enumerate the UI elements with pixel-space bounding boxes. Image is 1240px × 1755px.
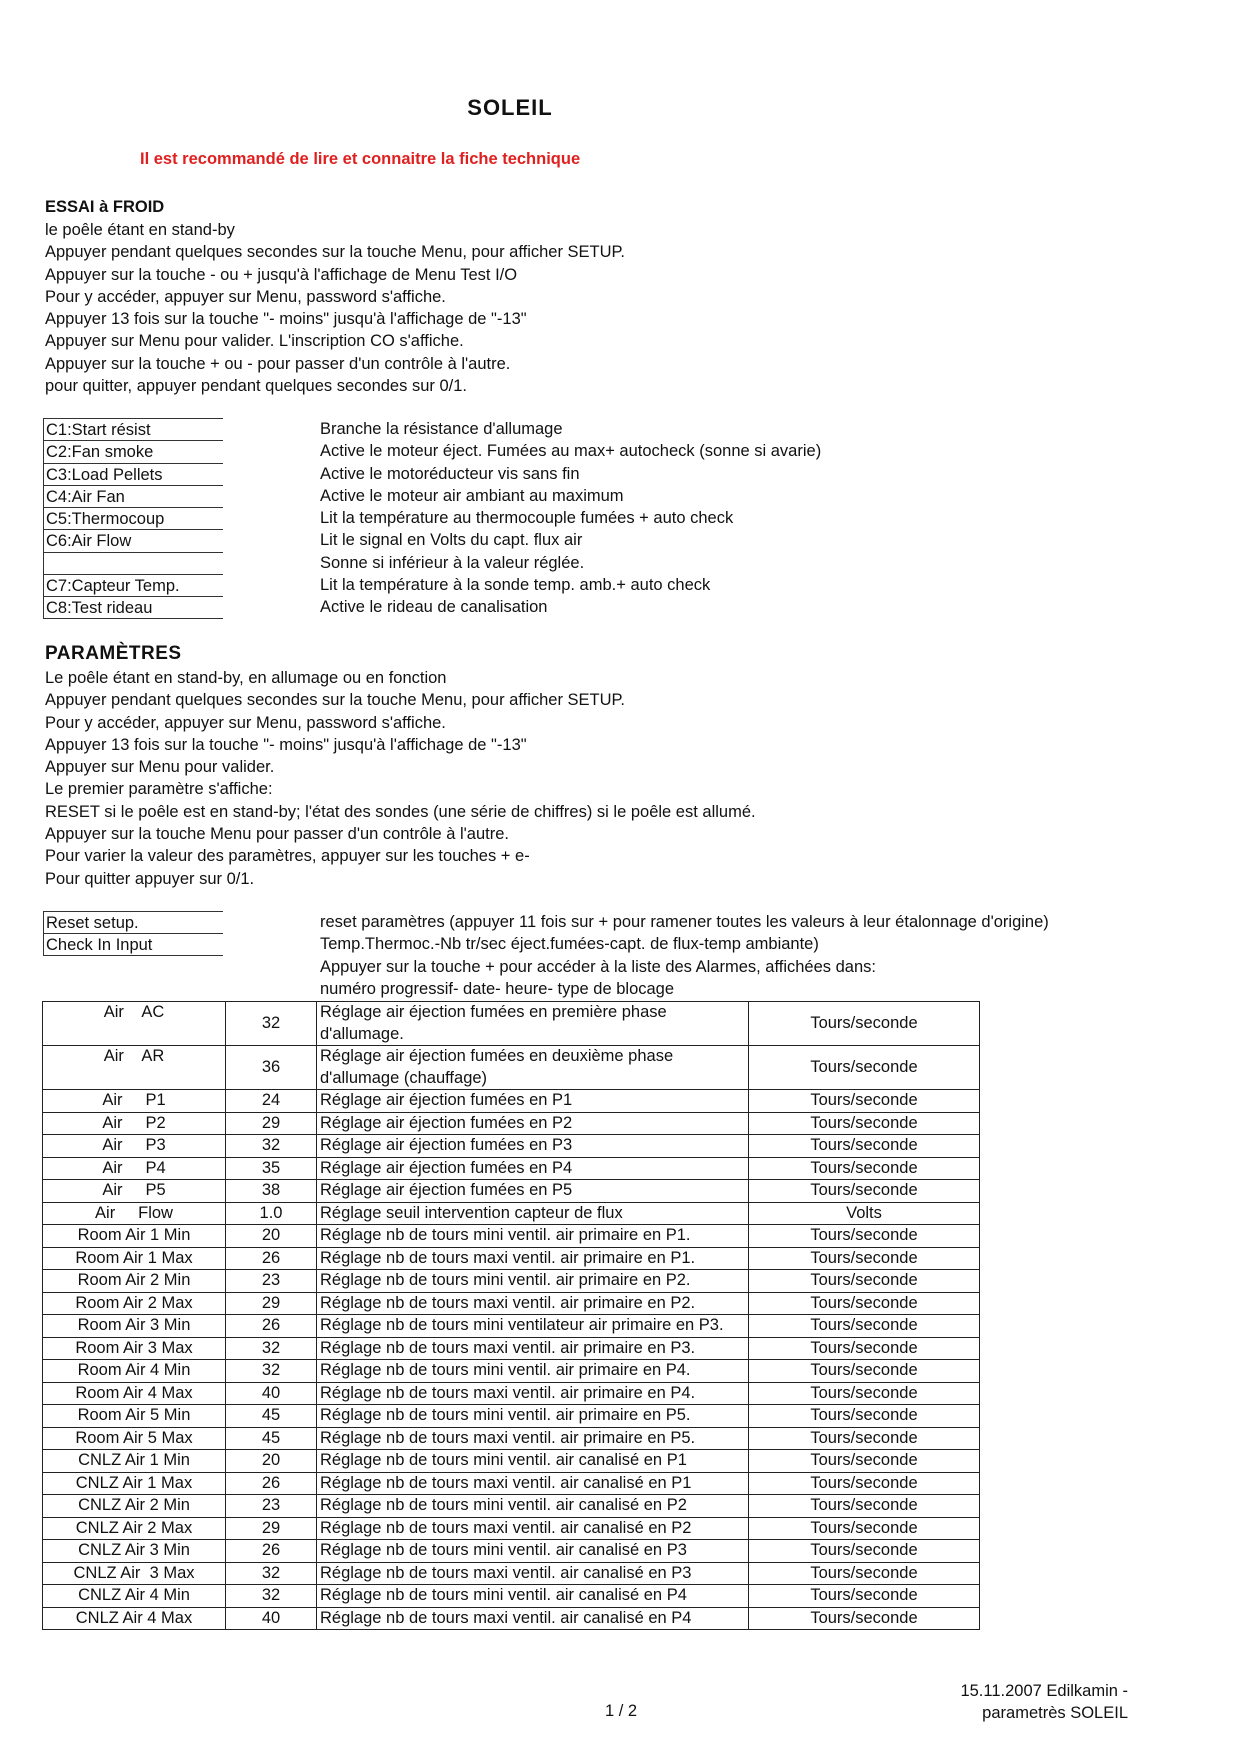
param-desc: Réglage air éjection fumées en deuxième phase d'allumage (chauffage) bbox=[317, 1046, 749, 1090]
param-unit: Tours/seconde bbox=[749, 1337, 980, 1360]
param-row bbox=[43, 1472, 980, 1495]
param-value: 32 bbox=[226, 1360, 317, 1383]
param-row bbox=[43, 1517, 980, 1540]
param-row bbox=[43, 1112, 980, 1135]
control-code: C3:Load Pellets bbox=[43, 463, 223, 485]
instruction-line: Le premier paramètre s'affiche: bbox=[45, 780, 273, 799]
param-unit: Tours/seconde bbox=[749, 1135, 980, 1158]
param-name: Room Air 3 Min bbox=[43, 1315, 226, 1338]
control-code: C7:Capteur Temp. bbox=[43, 574, 223, 596]
param-row bbox=[43, 1562, 980, 1585]
parameters-table-body bbox=[43, 1002, 980, 1630]
param-row bbox=[43, 1315, 980, 1338]
param-desc: Réglage nb de tours maxi ventil. air canalisé en P2 bbox=[317, 1517, 749, 1540]
param-name: Room Air 2 Max bbox=[43, 1292, 226, 1315]
param-desc: Réglage nb de tours maxi ventil. air canalisé en P1 bbox=[317, 1472, 749, 1495]
param-desc: Réglage seuil intervention capteur de flux bbox=[317, 1202, 749, 1225]
param-row bbox=[43, 1337, 980, 1360]
warning-note: Il est recommandé de lire et connaitre la fiche technique bbox=[140, 150, 581, 168]
param-value: 35 bbox=[226, 1157, 317, 1180]
param-unit: Tours/seconde bbox=[749, 1225, 980, 1248]
param-name: CNLZ Air 1 Max bbox=[43, 1472, 226, 1495]
param-name: CNLZ Air 3 Max bbox=[43, 1562, 226, 1585]
param-value: 40 bbox=[226, 1607, 317, 1630]
extra-desc: Appuyer sur la touche + pour accéder à la liste des Alarmes, affichées dans: bbox=[320, 957, 876, 976]
param-row bbox=[43, 1247, 980, 1270]
param-name: Air P1 bbox=[43, 1090, 226, 1113]
param-desc: Réglage air éjection fumées en P4 bbox=[317, 1157, 749, 1180]
param-name: CNLZ Air 2 Min bbox=[43, 1495, 226, 1518]
param-row bbox=[43, 1180, 980, 1203]
param-unit: Tours/seconde bbox=[749, 1046, 980, 1090]
instruction-line: Appuyer 13 fois sur la touche "- moins" jusqu'à l'affichage de "-13" bbox=[45, 735, 527, 754]
param-desc: Réglage air éjection fumées en P2 bbox=[317, 1112, 749, 1135]
param-row bbox=[43, 1360, 980, 1383]
control-desc: Active le moteur éject. Fumées au max+ autocheck (sonne si avarie) bbox=[320, 442, 822, 461]
instruction-line: Pour varier la valeur des paramètres, appuyer sur les touches + e- bbox=[45, 847, 530, 866]
param-row bbox=[43, 1090, 980, 1113]
param-desc: Réglage nb de tours maxi ventil. air primaire en P5. bbox=[317, 1427, 749, 1450]
param-unit: Tours/seconde bbox=[749, 1157, 980, 1180]
footer-line: parametrès SOLEIL bbox=[982, 1704, 1128, 1722]
param-desc: Réglage air éjection fumées en P3 bbox=[317, 1135, 749, 1158]
param-value: 45 bbox=[226, 1427, 317, 1450]
param-value: 29 bbox=[226, 1517, 317, 1540]
control-desc: Active le motoréducteur vis sans fin bbox=[320, 464, 580, 483]
param-row bbox=[43, 1046, 980, 1090]
instruction-line: Appuyer sur la touche + ou - pour passer d'un contrôle à l'autre. bbox=[45, 354, 511, 373]
instruction-line: Appuyer sur la touche Menu pour passer d'un contrôle à l'autre. bbox=[45, 825, 509, 844]
param-desc: Réglage air éjection fumées en P5 bbox=[317, 1180, 749, 1203]
param-value: 29 bbox=[226, 1292, 317, 1315]
instruction-line: RESET si le poêle est en stand-by; l'état des sondes (une série de chiffres) si le poêle est allumé. bbox=[45, 802, 756, 821]
param-name: Room Air 5 Max bbox=[43, 1427, 226, 1450]
control-desc: Lit la température au thermocouple fumées + auto check bbox=[320, 509, 734, 528]
param-unit: Tours/seconde bbox=[749, 1472, 980, 1495]
param-unit: Tours/seconde bbox=[749, 1607, 980, 1630]
param-name: Air Flow bbox=[43, 1202, 226, 1225]
param-row bbox=[43, 1585, 980, 1608]
footer-info bbox=[960, 1680, 1128, 1724]
param-row bbox=[43, 1540, 980, 1563]
parameters-table bbox=[42, 1001, 980, 1630]
control-code: C5:Thermocoup bbox=[43, 507, 223, 529]
param-row bbox=[43, 1157, 980, 1180]
extra-code: Check In Input bbox=[43, 933, 223, 955]
param-value: 1.0 bbox=[226, 1202, 317, 1225]
param-unit: Tours/seconde bbox=[749, 1292, 980, 1315]
control-code: C1:Start résist bbox=[43, 418, 223, 440]
param-desc: Réglage nb de tours maxi ventil. air canalisé en P4 bbox=[317, 1607, 749, 1630]
param-unit: Tours/seconde bbox=[749, 1270, 980, 1293]
param-row bbox=[43, 1225, 980, 1248]
page-number: 1 / 2 bbox=[605, 1702, 638, 1720]
param-value: 32 bbox=[226, 1002, 317, 1046]
param-value: 23 bbox=[226, 1495, 317, 1518]
essai-instructions bbox=[45, 219, 625, 397]
instruction-line: Le poêle étant en stand-by, en allumage ou en fonction bbox=[45, 669, 447, 687]
instruction-line: Pour quitter appuyer sur 0/1. bbox=[45, 869, 255, 888]
param-name: Room Air 1 Max bbox=[43, 1247, 226, 1270]
param-name: Room Air 4 Max bbox=[43, 1382, 226, 1405]
param-desc: Réglage nb de tours mini ventil. air canalisé en P4 bbox=[317, 1585, 749, 1608]
instruction-line: Appuyer sur Menu pour valider. bbox=[45, 758, 275, 777]
param-desc: Réglage nb de tours mini ventil. air primaire en P4. bbox=[317, 1360, 749, 1383]
instruction-line: Appuyer sur la touche - ou + jusqu'à l'affichage de Menu Test I/O bbox=[45, 265, 518, 284]
param-unit: Volts bbox=[749, 1202, 980, 1225]
param-unit: Tours/seconde bbox=[749, 1002, 980, 1046]
param-name: Air P5 bbox=[43, 1180, 226, 1203]
extra-code: Reset setup. bbox=[43, 911, 223, 933]
param-name: Room Air 3 Max bbox=[43, 1337, 226, 1360]
instruction-line: Pour y accéder, appuyer sur Menu, password s'affiche. bbox=[45, 713, 446, 732]
instruction-line: pour quitter, appuyer pendant quelques secondes sur 0/1. bbox=[45, 377, 467, 396]
param-desc: Réglage nb de tours maxi ventil. air canalisé en P3 bbox=[317, 1562, 749, 1585]
essai-heading: ESSAI à FROID bbox=[45, 198, 165, 216]
param-unit: Tours/seconde bbox=[749, 1315, 980, 1338]
param-row bbox=[43, 1292, 980, 1315]
control-desc: Active le moteur air ambiant au maximum bbox=[320, 486, 624, 505]
param-row bbox=[43, 1607, 980, 1630]
param-row bbox=[43, 1427, 980, 1450]
param-value: 36 bbox=[226, 1046, 317, 1090]
param-name: CNLZ Air 2 Max bbox=[43, 1517, 226, 1540]
param-unit: Tours/seconde bbox=[749, 1247, 980, 1270]
param-name: CNLZ Air 1 Min bbox=[43, 1450, 226, 1473]
extra-desc: reset paramètres (appuyer 11 fois sur + pour ramener toutes les valeurs à leur étalonnage d'origine) bbox=[320, 913, 1049, 931]
param-value: 23 bbox=[226, 1270, 317, 1293]
param-row bbox=[43, 1495, 980, 1518]
control-code bbox=[43, 552, 223, 574]
instruction-line: Pour y accéder, appuyer sur Menu, password s'affiche. bbox=[45, 287, 446, 306]
param-name: Air AR bbox=[43, 1046, 226, 1090]
param-value: 20 bbox=[226, 1225, 317, 1248]
param-desc: Réglage nb de tours mini ventil. air primaire en P2. bbox=[317, 1270, 749, 1293]
param-unit: Tours/seconde bbox=[749, 1540, 980, 1563]
instruction-line: Appuyer 13 fois sur la touche "- moins" jusqu'à l'affichage de "-13" bbox=[45, 310, 527, 329]
param-desc: Réglage nb de tours maxi ventil. air primaire en P2. bbox=[317, 1292, 749, 1315]
param-name: CNLZ Air 4 Max bbox=[43, 1607, 226, 1630]
param-value: 26 bbox=[226, 1315, 317, 1338]
param-value: 26 bbox=[226, 1247, 317, 1270]
param-unit: Tours/seconde bbox=[749, 1405, 980, 1428]
param-unit: Tours/seconde bbox=[749, 1562, 980, 1585]
param-unit: Tours/seconde bbox=[749, 1427, 980, 1450]
param-value: 38 bbox=[226, 1180, 317, 1203]
param-desc: Réglage nb de tours maxi ventil. air primaire en P3. bbox=[317, 1337, 749, 1360]
param-value: 26 bbox=[226, 1540, 317, 1563]
param-desc: Réglage air éjection fumées en première phase d'allumage. bbox=[317, 1002, 749, 1046]
param-value: 45 bbox=[226, 1405, 317, 1428]
param-row bbox=[43, 1450, 980, 1473]
extra-desc: numéro progressif- date- heure- type de blocage bbox=[320, 979, 675, 998]
param-unit: Tours/seconde bbox=[749, 1450, 980, 1473]
control-desc: Active le rideau de canalisation bbox=[320, 598, 548, 617]
instruction-line: le poêle étant en stand-by bbox=[45, 221, 235, 239]
param-desc: Réglage nb de tours maxi ventil. air primaire en P1. bbox=[317, 1247, 749, 1270]
param-row bbox=[43, 1002, 980, 1046]
param-value: 20 bbox=[226, 1450, 317, 1473]
instruction-line: Appuyer sur Menu pour valider. L'inscription CO s'affiche. bbox=[45, 332, 464, 351]
control-desc: Sonne si inférieur à la valeur réglée. bbox=[320, 553, 585, 572]
param-desc: Réglage nb de tours maxi ventil. air primaire en P4. bbox=[317, 1382, 749, 1405]
param-value: 32 bbox=[226, 1337, 317, 1360]
param-desc: Réglage nb de tours mini ventil. air canalisé en P3 bbox=[317, 1540, 749, 1563]
param-row bbox=[43, 1270, 980, 1293]
param-value: 26 bbox=[226, 1472, 317, 1495]
extra-desc: Temp.Thermoc.-Nb tr/sec éject.fumées-capt. de flux-temp ambiante) bbox=[320, 935, 819, 954]
param-value: 40 bbox=[226, 1382, 317, 1405]
control-code: C2:Fan smoke bbox=[43, 440, 223, 462]
param-name: Air P3 bbox=[43, 1135, 226, 1158]
param-name: Air AC bbox=[43, 1002, 226, 1046]
param-unit: Tours/seconde bbox=[749, 1090, 980, 1113]
param-name: Room Air 4 Min bbox=[43, 1360, 226, 1383]
param-desc: Réglage nb de tours mini ventilateur air primaire en P3. bbox=[317, 1315, 749, 1338]
instruction-line: Appuyer pendant quelques secondes sur la touche Menu, pour afficher SETUP. bbox=[45, 691, 626, 710]
param-row bbox=[43, 1202, 980, 1225]
param-row bbox=[43, 1135, 980, 1158]
footer-line: 15.11.2007 Edilkamin - bbox=[960, 1682, 1128, 1700]
params-instructions bbox=[45, 667, 756, 890]
control-code: C8:Test rideau bbox=[43, 596, 223, 618]
param-unit: Tours/seconde bbox=[749, 1517, 980, 1540]
control-desc: Branche la résistance d'allumage bbox=[320, 420, 563, 438]
param-name: CNLZ Air 4 Min bbox=[43, 1585, 226, 1608]
param-row bbox=[43, 1405, 980, 1428]
param-desc: Réglage nb de tours mini ventil. air canalisé en P2 bbox=[317, 1495, 749, 1518]
param-value: 32 bbox=[226, 1585, 317, 1608]
param-desc: Réglage nb de tours mini ventil. air primaire en P5. bbox=[317, 1405, 749, 1428]
param-desc: Réglage nb de tours mini ventil. air primaire en P1. bbox=[317, 1225, 749, 1248]
param-unit: Tours/seconde bbox=[749, 1180, 980, 1203]
param-unit: Tours/seconde bbox=[749, 1495, 980, 1518]
param-name: CNLZ Air 3 Min bbox=[43, 1540, 226, 1563]
param-name: Room Air 2 Min bbox=[43, 1270, 226, 1293]
control-code: C6:Air Flow bbox=[43, 529, 223, 551]
control-code: C4:Air Fan bbox=[43, 485, 223, 507]
param-unit: Tours/seconde bbox=[749, 1585, 980, 1608]
param-unit: Tours/seconde bbox=[749, 1382, 980, 1405]
instruction-line: Appuyer pendant quelques secondes sur la touche Menu, pour afficher SETUP. bbox=[45, 243, 626, 262]
param-value: 32 bbox=[226, 1135, 317, 1158]
param-name: Room Air 5 Min bbox=[43, 1405, 226, 1428]
param-unit: Tours/seconde bbox=[749, 1112, 980, 1135]
param-value: 29 bbox=[226, 1112, 317, 1135]
page-title: SOLEIL bbox=[467, 95, 553, 120]
param-unit: Tours/seconde bbox=[749, 1360, 980, 1383]
control-desc: Lit le signal en Volts du capt. flux air bbox=[320, 531, 583, 550]
param-value: 32 bbox=[226, 1562, 317, 1585]
param-desc: Réglage nb de tours mini ventil. air canalisé en P1 bbox=[317, 1450, 749, 1473]
param-row bbox=[43, 1382, 980, 1405]
params-heading: PARAMÈTRES bbox=[45, 643, 182, 664]
param-name: Air P4 bbox=[43, 1157, 226, 1180]
control-desc: Lit la température à la sonde temp. amb.+ auto check bbox=[320, 576, 711, 595]
param-value: 24 bbox=[226, 1090, 317, 1113]
param-desc: Réglage air éjection fumées en P1 bbox=[317, 1090, 749, 1113]
param-name: Room Air 1 Min bbox=[43, 1225, 226, 1248]
param-name: Air P2 bbox=[43, 1112, 226, 1135]
